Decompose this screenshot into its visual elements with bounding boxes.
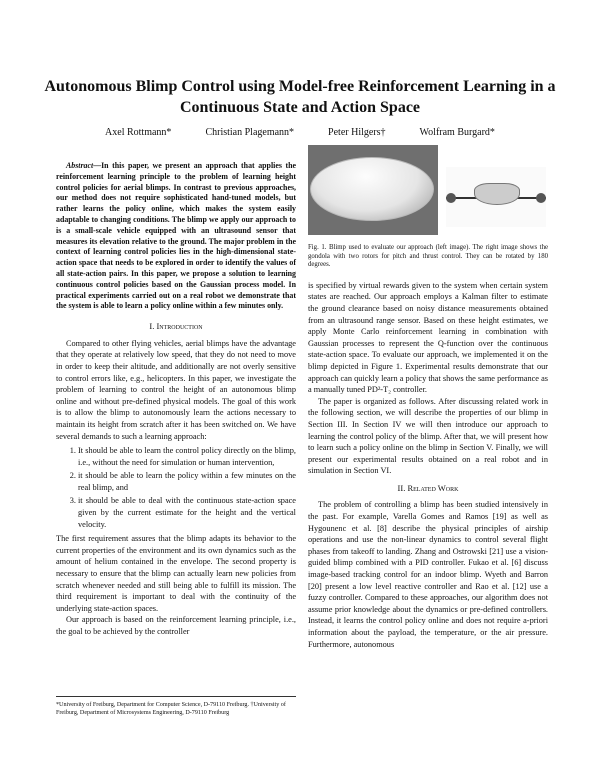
gondola-hull — [474, 183, 520, 205]
paper-title: Autonomous Blimp Control using Model-free Reinforcement Learning in a Continuous State and Action Space — [44, 78, 556, 116]
intro-paragraph: The first requirement assures that the blimp adapts its behavior to the current properties of the environment and its own dynamics such as the amount of helium contained in the envelope. The second property is necessary to ensure that the blimp can actually learn new policies from scratch whenever needed and still being able to fulfill its mission. The third requirement is important to deal with the continuity of the underlying state-action spaces. — [56, 534, 296, 613]
right-column — [308, 145, 548, 650]
demands-list — [56, 445, 296, 530]
figure-1 — [308, 145, 548, 240]
intro-paragraph: Compared to other flying vehicles, aerial blimps have the advantage that they operate at relatively low speed, that they do not need to move in order to keep their altitude, and additionally are not overly sensitive to control errors like, e.g., helicopters. In this paper, we investigate the problem of learning to control the height of an autonomous blimp online and without pre-defined physical models. The goal of this work is to allow the blimp to autonomously learn the actions necessary to maintain its height from scratch after it has been switched on. We have several demands to such a learning approach: — [56, 338, 296, 441]
author-list — [40, 127, 560, 138]
body-paragraph: is specified by virtual rewards given to the system when certain system states are reached. Our approach employs a Kalman filter to estimate the ground clearance based on noisy distance measurements obtained from an ultrasound range sensor. Based on these height estimates, we apply Monte Carlo reinforcement learning in combination with Gaussian processes to represent the Q-function over the continuous state-action space. To evaluate our approach, we implemented it on the blimp depicted in Figure 1. Experimental results demonstrate that our approach can quickly learn a policy that shows the same performance as a manually tuned PD²-T₂ controller. — [308, 280, 548, 395]
abstract — [56, 161, 296, 312]
rotor-icon — [446, 193, 456, 203]
list-item: 3. it should be able to deal with the continuous state-action space given by the current estimate for the height and the vertical velocity. — [78, 495, 296, 530]
blimp-image — [310, 157, 434, 221]
intro-paragraph: Our approach is based on the reinforcement learning principle, i.e., the goal to be achieved by the controller — [56, 615, 296, 636]
abstract-label: Abstract — [66, 161, 94, 170]
author: Peter Hilgers† — [328, 127, 386, 138]
left-column — [56, 161, 296, 638]
author: Axel Rottmann* — [105, 127, 172, 138]
author: Wolfram Burgard* — [419, 127, 495, 138]
list-item: 2. it should be able to learn the policy within a few minutes on the real blimp, and — [78, 470, 296, 493]
list-item: 1. It should be able to learn the control policy directly on the blimp, i.e., without the need for simulation or human intervention, — [78, 445, 296, 468]
footnote: *University of Freiburg, Department for Computer Science, D-79110 Freiburg. †University of Freiburg, Department of Microsystems Engineering, D-79110 Freiburg — [56, 696, 296, 717]
author: Christian Plagemann* — [205, 127, 295, 138]
section-heading-related-work: II. Related Work — [397, 482, 459, 493]
figure-caption: Fig. 1. Blimp used to evaluate our approach (left image). The right image shows the gondola with two rotors for pitch and thrust control. They can be rotated by 180 degrees. — [308, 244, 548, 269]
body-paragraph: The paper is organized as follows. After discussing related work in the following section, we will describe the properties of our blimp in Section III. In Section IV we will then introduce our approach to learning the control policy of the blimp. After that, we will present how to learn such a policy online on the blimp in Section V. Finally, we will present our experimental results obtained on a real robot and in simulation in Section VI. — [308, 396, 548, 476]
rotor-icon — [536, 193, 546, 203]
abstract-text: —In this paper, we present an approach that applies the reinforcement learning principle to the problem of learning height control policies for aerial blimps. In contrast to previous approaches, our method does not require sophisticated hand-tuned models, but rather learns the policy online, which makes the system easily adaptable to changing conditions. The blimp we apply our approach to is a small-scale vehicle equipped with an ultrasound sensor that measures its elevation relative to the ground. The major problem in the context of learning control policies lies in the high-dimensional state-action space that needs to be explored in order to identify the values of all state-action pairs. In this paper, we propose a solution to learning continuous control policies based on the Gaussian process model. In practical experiments carried out on a real robot we demonstrate that the system is able to learn a policy online within a few minutes only. — [56, 161, 296, 311]
section-heading-introduction: I. Introduction — [149, 321, 203, 332]
gondola-image — [446, 167, 546, 227]
body-paragraph: The problem of controlling a blimp has been studied intensively in the past. For example, Varella Gomes and Ramos [19] as well as Hygounenc et al. [8] describe the physical principles of airship operations and use the non-linear dynamics to control several flight phases from takeoff to landing. Zhang and Ostrowski [21] use a vision-guided blimp combined with a PID controller. Fukao et al. [6] discuss image-based tracking control for an indoor blimp. Wyeth and Barron [20] present a low level reactive controller and Rao et al. [12] use a fuzzy controller. Compared to these approaches, our algorithm does not assume prior knowledge about the dynamics or pre-defined controllers. Instead, it learns the control policy online and does not require a-priori information about the payload, the temperature, or the air pressure. Furthermore, autonomous — [308, 500, 548, 649]
